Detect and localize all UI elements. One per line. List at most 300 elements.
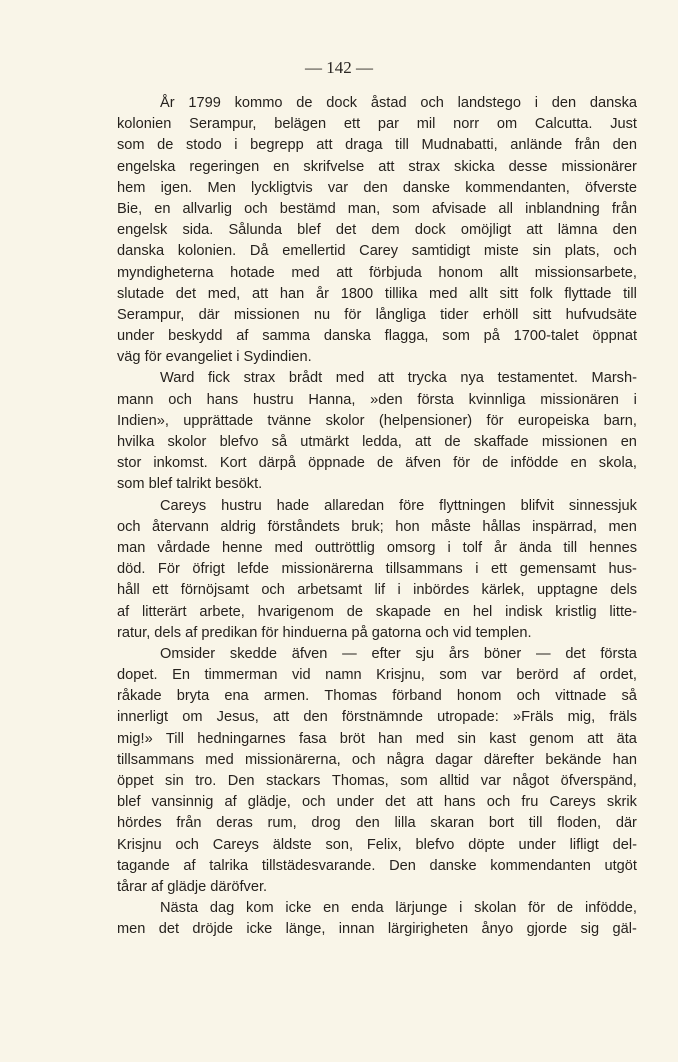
word: gjorde	[526, 921, 568, 938]
word: sin	[165, 773, 184, 789]
word: det	[175, 285, 197, 302]
word: som	[117, 137, 145, 154]
word: blef	[297, 222, 321, 239]
word: års	[448, 645, 470, 662]
word: tvänne	[267, 412, 312, 429]
word: han	[612, 751, 637, 768]
word: danska	[323, 328, 371, 345]
word: danska	[589, 95, 637, 111]
word: till	[623, 285, 637, 302]
word: af	[236, 328, 249, 345]
text-line	[117, 220, 637, 241]
word: af	[224, 794, 237, 811]
word: Sålunda	[228, 222, 283, 239]
word: del-	[612, 836, 637, 853]
text-line	[117, 263, 637, 284]
word: icke	[285, 900, 312, 917]
text-line	[117, 178, 637, 199]
word: Jesus,	[216, 709, 259, 726]
word: fru	[521, 794, 539, 811]
word: anlände	[510, 137, 563, 154]
word: landstego	[457, 95, 521, 111]
word: brådt	[288, 370, 323, 387]
word: ett	[343, 116, 361, 133]
word: Hanna,	[308, 391, 356, 408]
word: honom	[438, 264, 483, 281]
word: man	[117, 539, 146, 556]
word: hedningarnes	[197, 730, 286, 747]
word: Marsh-	[591, 370, 637, 387]
word: råkade	[117, 688, 162, 705]
word: missionären	[540, 391, 619, 408]
text-line	[117, 347, 637, 368]
text-line	[117, 813, 637, 834]
word: strax	[243, 370, 276, 387]
word: glädje,	[247, 794, 291, 811]
word: före	[399, 497, 425, 514]
word: hvilka	[117, 434, 155, 450]
word: den	[612, 222, 637, 239]
word: så	[621, 688, 637, 705]
word: och	[244, 200, 268, 217]
word: under	[336, 794, 374, 811]
word: som	[439, 667, 467, 684]
word: den	[612, 137, 637, 154]
text-line	[117, 199, 637, 220]
word: hans	[206, 391, 239, 408]
word: Calcutta.	[534, 116, 593, 133]
word: litterärt	[141, 603, 187, 620]
word: af	[572, 667, 586, 684]
word: samma	[262, 328, 311, 345]
word: och	[420, 95, 444, 111]
word: förbjuda	[369, 264, 422, 281]
text-line	[117, 517, 637, 538]
word: under	[518, 836, 556, 853]
word: från	[611, 200, 637, 217]
word: omsorg	[386, 539, 436, 556]
word: fasa	[298, 730, 327, 747]
word: namn	[325, 667, 362, 684]
text-line-content: tårar af glädje däröfver.	[117, 878, 268, 895]
word: måste	[431, 518, 471, 535]
word: af	[117, 603, 130, 620]
text-line	[117, 538, 637, 559]
word: skola,	[598, 455, 637, 472]
text-line	[117, 898, 637, 919]
text-line	[117, 284, 637, 305]
word: och	[613, 243, 637, 260]
body-text	[117, 93, 637, 941]
word: drog	[311, 815, 341, 832]
word: bestämd	[279, 200, 336, 217]
word: hade	[276, 497, 310, 514]
word: i	[475, 561, 479, 578]
word: fräls	[609, 709, 637, 726]
word: kommendanten	[490, 857, 591, 874]
word: nu	[313, 306, 331, 323]
word: att	[377, 370, 395, 387]
word: som	[400, 773, 428, 789]
word: skolor	[167, 434, 207, 450]
word: all	[498, 200, 514, 217]
word: Thomas,	[331, 773, 389, 789]
word: vid	[291, 667, 311, 684]
text-line	[117, 707, 637, 728]
word: så	[271, 434, 288, 450]
word: danske	[429, 857, 477, 874]
word: ena	[224, 688, 249, 705]
text-line	[117, 135, 637, 156]
word: var	[480, 773, 502, 789]
word: under	[117, 328, 155, 345]
word: den	[551, 95, 577, 111]
word: testamentet.	[497, 370, 578, 387]
word: och	[516, 688, 541, 705]
word: kommo	[234, 95, 283, 111]
word: äfven	[405, 455, 441, 472]
text-line	[117, 432, 637, 453]
word: att	[414, 434, 432, 450]
word: »den	[370, 391, 403, 408]
word: plats,	[564, 243, 600, 260]
word: till	[528, 815, 543, 832]
word: skolan	[474, 900, 517, 917]
word: sida.	[182, 222, 214, 239]
word: bekände	[545, 751, 602, 768]
word: tider	[440, 306, 469, 323]
word: rum,	[267, 815, 297, 832]
word: där	[198, 306, 220, 323]
word: En	[172, 667, 190, 684]
word: enda	[351, 900, 384, 917]
word: i	[234, 137, 238, 154]
word: Careys	[549, 794, 596, 811]
word: hustru	[253, 391, 294, 408]
word: par	[377, 116, 399, 133]
word: skaran	[430, 815, 475, 832]
word: en	[443, 603, 461, 620]
word: —	[342, 645, 357, 662]
word: infödde	[510, 455, 559, 472]
word: för	[344, 306, 362, 323]
word: öppnade	[308, 455, 365, 472]
word: död.	[117, 561, 146, 578]
word: äfven	[291, 645, 328, 662]
word: förstnämnde	[341, 709, 423, 726]
word: lärjunge	[395, 900, 448, 917]
word: sig	[580, 921, 600, 938]
word: Thomas	[324, 688, 378, 705]
text-line	[117, 602, 637, 623]
word: från	[574, 137, 600, 154]
word: begrepp	[250, 137, 304, 154]
word: Den	[227, 773, 255, 789]
word: Ward	[160, 370, 195, 387]
word: inblandning	[525, 200, 600, 217]
word: tolf	[462, 539, 483, 556]
word: slutade	[117, 285, 165, 302]
word: År	[160, 95, 175, 111]
word: talrika	[209, 857, 249, 874]
word: äldste	[272, 836, 312, 853]
word: kristlig	[555, 603, 597, 620]
word: skolor	[325, 412, 365, 429]
word: flyttade	[564, 285, 612, 302]
word: att	[416, 794, 433, 811]
text-line	[117, 453, 637, 474]
word: och	[117, 518, 141, 535]
text-line	[117, 93, 637, 114]
word: Indien»,	[117, 412, 169, 429]
word: arbetsamt	[297, 582, 363, 599]
word: förståndets	[267, 518, 340, 535]
word: skapade	[375, 603, 431, 620]
word: »Fräls	[512, 709, 554, 726]
word: men	[117, 921, 146, 938]
text-line	[117, 919, 637, 940]
word: timmerman	[204, 667, 278, 684]
word: det	[565, 645, 586, 662]
text-line-content: som blef talrikt besökt.	[117, 476, 263, 493]
word: Då	[249, 243, 269, 260]
word: som	[442, 328, 470, 345]
word: —	[535, 645, 551, 662]
word: dröjde	[192, 921, 233, 938]
word: hon	[395, 518, 420, 535]
word: döpte	[468, 836, 505, 853]
word: den	[355, 815, 380, 832]
word: blef	[117, 794, 141, 811]
word: det	[335, 222, 357, 239]
word: med	[335, 370, 365, 387]
word: flagga,	[384, 328, 429, 345]
word: hus-	[608, 561, 637, 578]
word: att	[378, 158, 395, 175]
word: i	[447, 539, 451, 556]
word: lyckligtvis	[251, 179, 313, 196]
word: kärlek,	[481, 582, 525, 599]
word: europeiska	[517, 412, 590, 429]
word: förband	[392, 688, 442, 705]
word: i	[459, 900, 463, 917]
word: missionen	[541, 434, 608, 450]
word: och	[351, 751, 376, 768]
word: en	[323, 900, 340, 917]
word: dem	[371, 222, 400, 239]
word: draga	[345, 137, 383, 154]
word: mil	[416, 116, 436, 133]
text-line	[117, 411, 637, 432]
word: son,	[325, 836, 354, 853]
word: hufvudsäte	[565, 306, 637, 323]
word: åstad	[370, 95, 407, 111]
text-line	[117, 856, 637, 877]
word: tillstädesvarande.	[261, 857, 376, 874]
word: dock	[414, 222, 446, 239]
text-line	[117, 305, 637, 326]
word: beskydd	[168, 328, 223, 345]
word: gemensamt	[519, 561, 596, 578]
word: till	[395, 137, 409, 154]
word: kvinnliga	[468, 391, 526, 408]
word: länge,	[285, 921, 326, 938]
word: kast	[489, 730, 517, 747]
word: något	[512, 773, 550, 789]
word: Men	[207, 179, 236, 196]
word: inspärrad,	[532, 518, 597, 535]
text-line	[117, 665, 637, 686]
word: Serampur,	[117, 306, 185, 323]
word: för	[486, 412, 504, 429]
text-line	[117, 368, 637, 389]
word: återvann	[152, 518, 209, 535]
word: hem	[117, 179, 146, 196]
word: belägen	[274, 116, 327, 133]
word: emellertid	[282, 243, 346, 260]
word: stor	[117, 455, 142, 472]
word: engelska	[117, 158, 176, 175]
word: hvarigenom	[257, 603, 334, 620]
word: att	[273, 709, 290, 726]
word: igen.	[160, 179, 193, 196]
word: Felix,	[366, 836, 402, 853]
word: nya	[460, 370, 484, 387]
word: sju	[415, 645, 435, 662]
word: tillsammans	[117, 751, 195, 768]
word: dopet.	[117, 667, 158, 684]
word: första	[417, 391, 454, 408]
word: Krisjnu	[117, 836, 162, 853]
word: en	[570, 455, 587, 472]
word: missionärerna,	[244, 751, 341, 768]
word: sin	[532, 243, 552, 260]
word: kommendanten,	[465, 179, 570, 196]
word: aldrig	[220, 518, 257, 535]
word: att	[336, 264, 353, 281]
word: Careys	[160, 497, 207, 514]
word: trycka	[407, 370, 447, 387]
text-line	[117, 750, 637, 771]
word: henne	[222, 539, 263, 556]
word: lämna	[557, 222, 598, 239]
word: var	[481, 667, 502, 684]
text-line	[117, 729, 637, 750]
word: tillika	[384, 285, 418, 302]
word: de	[482, 455, 499, 472]
word: stackars	[266, 773, 321, 789]
word: vittnade	[555, 688, 607, 705]
word: floden,	[557, 815, 602, 832]
word: lifligt	[569, 836, 599, 853]
word: hel	[472, 603, 493, 620]
word: arbete,	[199, 603, 245, 620]
word: Nästa	[160, 900, 199, 917]
word: dels	[610, 582, 637, 599]
word: 1700-talet	[513, 328, 579, 345]
word: skrifvelse	[303, 158, 365, 175]
word: flyttningen	[439, 497, 506, 514]
word: öppnat	[592, 328, 637, 345]
word: utgöt	[604, 857, 637, 874]
word: hustru	[221, 497, 262, 514]
word: den	[303, 709, 328, 726]
word: afvisade	[431, 200, 487, 217]
word: att	[587, 730, 604, 747]
word: med	[291, 264, 320, 281]
word: år	[316, 285, 329, 302]
word: år	[494, 539, 508, 556]
word: danska	[117, 243, 165, 260]
word: dagar	[435, 751, 473, 768]
word: öfrigt	[192, 561, 225, 578]
word: ett	[152, 582, 169, 599]
word: de	[444, 434, 461, 450]
word: innerligt	[117, 709, 169, 726]
word: missionärer	[561, 158, 637, 175]
text-line	[117, 474, 637, 495]
word: dock	[326, 95, 358, 111]
word: sin	[457, 730, 477, 747]
word: mig,	[567, 709, 596, 726]
word: danske	[402, 179, 450, 196]
word: att	[251, 285, 269, 302]
word: skaffade	[473, 434, 529, 450]
word: första	[600, 645, 637, 662]
word: regeringen	[189, 158, 260, 175]
word: böner	[483, 645, 522, 662]
word: och	[486, 794, 511, 811]
word: omöjligt	[460, 222, 512, 239]
word: upprättade	[183, 412, 254, 429]
text-line	[117, 835, 637, 856]
word: öppet	[117, 773, 154, 789]
text-line	[117, 496, 637, 517]
word: outtröttlig	[314, 539, 375, 556]
word: allvarlig	[182, 200, 233, 217]
word: fick	[208, 370, 230, 387]
word: tillsammans	[385, 561, 463, 578]
text-line	[117, 241, 637, 262]
text-line	[117, 157, 637, 178]
word: Carey	[359, 243, 399, 260]
word: genom	[529, 730, 574, 747]
word: i	[534, 95, 538, 111]
word: För	[157, 561, 180, 578]
word: med	[274, 539, 303, 556]
word: utmärkt	[300, 434, 349, 450]
word: bryta	[176, 688, 210, 705]
word: därefter	[483, 751, 535, 768]
word: Krisjnu,	[376, 667, 425, 684]
word: blefvo	[415, 836, 455, 853]
word: deras	[216, 815, 253, 832]
word: vårdade	[157, 539, 211, 556]
word: kolonien.	[177, 243, 237, 260]
word: dag	[209, 900, 235, 917]
word: till	[563, 539, 578, 556]
word: inkomst.	[153, 455, 208, 472]
text-line	[117, 792, 637, 813]
word: alltid	[439, 773, 470, 789]
word: innan	[338, 921, 375, 938]
word: missionärerna	[281, 561, 374, 578]
word: med	[415, 730, 445, 747]
word: äta	[616, 730, 637, 747]
word: sinnessjuk	[568, 497, 637, 514]
word: norr	[453, 116, 480, 133]
word: folk	[529, 285, 553, 302]
